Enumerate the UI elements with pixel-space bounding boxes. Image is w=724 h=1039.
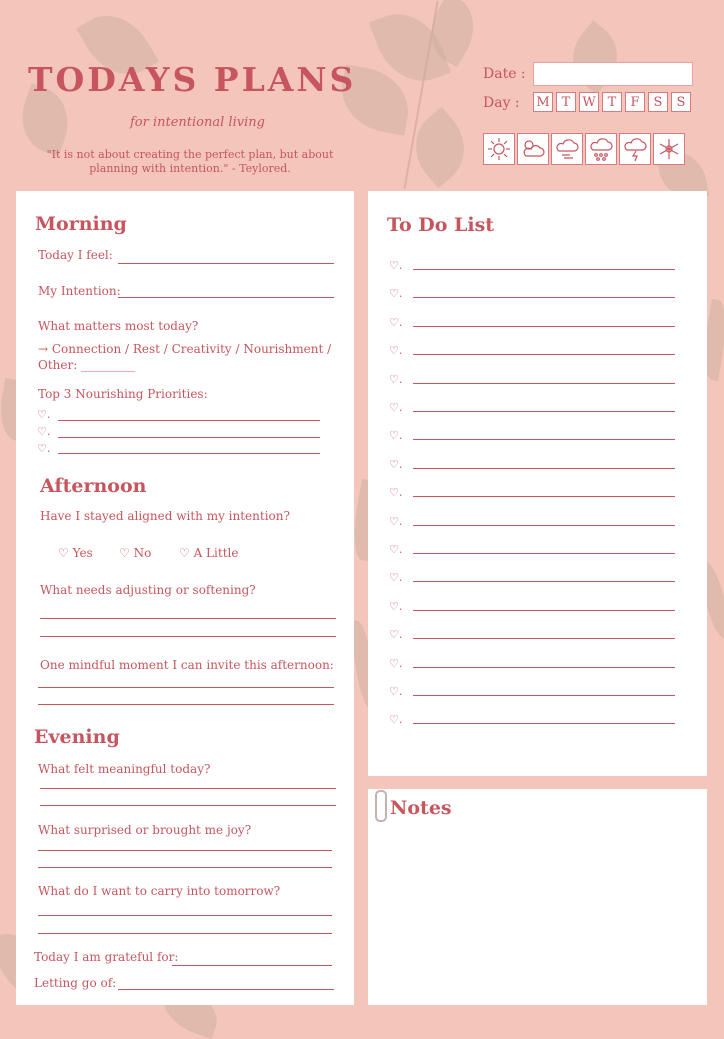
heart-icon: ♡	[58, 546, 73, 560]
date-label: Date :	[483, 66, 526, 82]
heart-icon: ♡	[179, 546, 194, 560]
todo-item-input[interactable]	[413, 581, 675, 582]
todo-heading: To Do List	[387, 214, 495, 236]
grateful-input[interactable]	[172, 965, 332, 966]
date-field[interactable]	[533, 62, 693, 86]
todo-item-input[interactable]	[413, 638, 675, 639]
heart-icon: ♡	[119, 546, 134, 560]
day-sun[interactable]: S	[671, 92, 691, 112]
page-title: TODAYS PLANS	[28, 60, 357, 99]
todo-item-input[interactable]	[413, 439, 675, 440]
todo-panel	[368, 191, 707, 776]
todo-item-input[interactable]	[413, 610, 675, 611]
afternoon-heading: Afternoon	[40, 475, 147, 497]
matters-options: → Connection / Rest / Creativity / Nourishment /	[38, 342, 332, 356]
day-wed[interactable]: W	[579, 92, 599, 112]
option-yes[interactable]: ♡ Yes	[58, 546, 93, 560]
moment-question: One mindful moment I can invite this afternoon:	[40, 658, 334, 672]
rain-cloud-icon[interactable]	[585, 133, 617, 165]
meaningful-input[interactable]	[40, 805, 336, 806]
priority-input[interactable]	[58, 420, 320, 421]
morning-heading: Morning	[35, 213, 127, 235]
day-sat[interactable]: S	[648, 92, 668, 112]
heart-icon: ♡.	[389, 401, 403, 414]
feel-input[interactable]	[118, 263, 334, 264]
todo-item-input[interactable]	[413, 667, 675, 668]
todo-item-input[interactable]	[413, 354, 675, 355]
heart-icon: ♡.	[389, 259, 403, 272]
todo-item-input[interactable]	[413, 468, 675, 469]
adjust-question: What needs adjusting or softening?	[40, 583, 256, 597]
priority-input[interactable]	[58, 437, 320, 438]
heart-icon: ♡.	[389, 656, 403, 670]
todo-item-input[interactable]	[413, 383, 675, 384]
day-tue[interactable]: T	[556, 92, 576, 112]
heart-icon: ♡.	[37, 442, 51, 455]
aligned-question: Have I stayed aligned with my intention?	[40, 509, 290, 523]
heart-icon: ♡.	[37, 408, 51, 421]
adjust-input[interactable]	[40, 618, 336, 619]
moment-input[interactable]	[38, 687, 334, 688]
snowflake-icon[interactable]	[653, 133, 685, 165]
heart-icon: ♡.	[389, 713, 403, 727]
meaningful-question: What felt meaningful today?	[38, 762, 211, 776]
sun-icon[interactable]	[483, 133, 515, 165]
day-selector	[533, 92, 694, 112]
heart-icon: ♡.	[37, 425, 51, 438]
matters-label: What matters most today?	[38, 319, 199, 333]
weather-selector	[483, 133, 687, 165]
evening-heading: Evening	[34, 726, 120, 748]
moment-input[interactable]	[38, 704, 334, 705]
day-mon[interactable]: M	[533, 92, 553, 112]
carry-input[interactable]	[38, 933, 332, 934]
todo-item-input[interactable]	[413, 695, 675, 696]
letgo-label: Letting go of:	[34, 976, 117, 990]
grateful-label: Today I am grateful for:	[34, 950, 179, 964]
todo-item-input[interactable]	[413, 326, 675, 327]
todo-item-input[interactable]	[413, 297, 675, 298]
heart-icon: ♡.	[389, 628, 403, 642]
adjust-input[interactable]	[40, 636, 336, 637]
todo-item-input[interactable]	[413, 496, 675, 497]
letgo-input[interactable]	[118, 989, 334, 990]
cloud-sun-icon[interactable]	[517, 133, 549, 165]
matters-other: Other: _________	[38, 358, 136, 372]
todo-item-input[interactable]	[413, 723, 675, 724]
carry-question: What do I want to carry into tomorrow?	[38, 884, 281, 898]
priorities-label: Top 3 Nourishing Priorities:	[38, 387, 208, 401]
heart-icon: ♡.	[389, 344, 403, 358]
left-panel	[16, 191, 354, 1005]
intention-input[interactable]	[118, 297, 334, 298]
storm-cloud-icon[interactable]	[619, 133, 651, 165]
carry-input[interactable]	[38, 915, 332, 916]
day-label: Day :	[483, 95, 520, 111]
notes-area[interactable]	[378, 833, 696, 993]
notes-heading: Notes	[390, 797, 452, 819]
heart-icon: ♡.	[389, 599, 403, 613]
option-no[interactable]: ♡ No	[119, 546, 152, 560]
joy-question: What surprised or brought me joy?	[38, 823, 252, 837]
heart-icon: ♡.	[389, 287, 403, 301]
todo-item-input[interactable]	[413, 553, 675, 554]
notes-panel	[368, 789, 707, 1005]
heart-icon: ♡.	[389, 685, 403, 698]
heart-icon: ♡.	[389, 543, 403, 556]
heart-icon: ♡.	[389, 486, 403, 500]
heart-icon: ♡.	[389, 514, 403, 528]
heart-icon: ♡.	[389, 571, 403, 585]
day-fri[interactable]: F	[625, 92, 645, 112]
heart-icon: ♡.	[389, 315, 403, 329]
priority-input[interactable]	[58, 453, 320, 454]
joy-input[interactable]	[38, 867, 332, 868]
heart-icon: ♡.	[389, 372, 403, 386]
joy-input[interactable]	[38, 850, 332, 851]
paperclip-icon	[375, 790, 387, 822]
heart-icon: ♡.	[389, 457, 403, 471]
meaningful-input[interactable]	[40, 788, 336, 789]
day-thu[interactable]: T	[602, 92, 622, 112]
quote-text: "It is not about creating the perfect plan, but about planning with intention." - Teylored.	[46, 148, 334, 175]
todo-item-input[interactable]	[413, 411, 675, 412]
heart-icon: ♡.	[389, 429, 403, 443]
feel-label: Today I feel:	[38, 248, 113, 262]
wind-cloud-icon[interactable]	[551, 133, 583, 165]
page-subtitle: for intentional living	[130, 115, 265, 130]
intention-label: My Intention:	[38, 284, 121, 298]
option-a-little[interactable]: ♡ A Little	[179, 546, 239, 560]
todo-item-input[interactable]	[413, 269, 675, 270]
todo-item-input[interactable]	[413, 525, 675, 526]
